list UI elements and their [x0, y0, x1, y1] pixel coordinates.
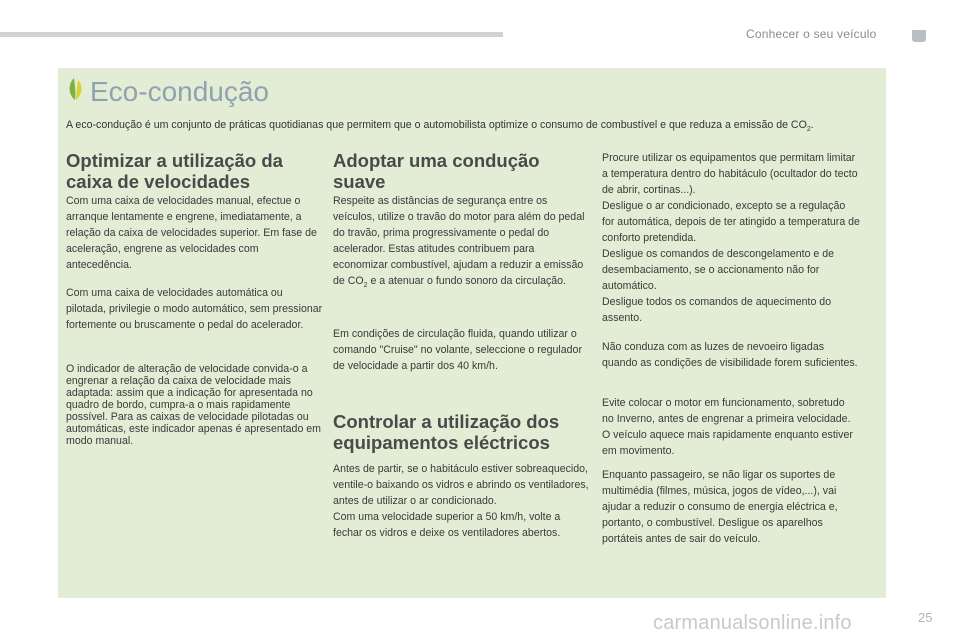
- paragraph-gear-indicator: O indicador de alteração de velocidade convida-o a engrenar a relação da caixa de velocidade mais adaptada: assim que a indicação for apresentada no quadro de bordo, cumpra-a o mais rapidamente possível. Para as caixas de velocidade pilotadas ou automáticas, este indicador apenas é apresentado em modo manual.: [66, 363, 322, 447]
- paragraph-fog-lights: Não conduza com as luzes de nevoeiro ligadas quando as condições de visibilidade forem suficientes.: [602, 341, 858, 369]
- heading-electrical-equipment: Controlar a utilização dos equipamentos eléctricos: [333, 411, 560, 453]
- page-number: 25: [918, 610, 933, 625]
- paragraph-automatic-gearbox: Com uma caixa de velocidades automática ou pilotada, privilegie o modo automático, sem pressionar fortemente ou bruscamente o pedal do acelerador.: [66, 287, 323, 331]
- page-tab-marker: [912, 30, 926, 42]
- paragraph-engine-warmup: Evite colocar o motor em funcionamento, sobretudo no Inverno, antes de engrenar a primeira velocidade. O veículo aquece mais rapidamente enquanto estiver em movimento.: [602, 397, 853, 457]
- paragraph-equipment-use: Procure utilizar os equipamentos que permitam limitar a temperatura dentro do habitáculo (ocultador do tecto de abrir, cortinas...). Desligue o ar condicionado, excepto se a regulação for automática, depois de ter atingido a temperatura de conforto pretendida. Desligue os comandos de descongelamento e de desembaciamento, se o accionamento não for automático. Desligue todos os comandos de aquecimento do assento.: [602, 152, 860, 324]
- paragraph-ventilation: Antes de partir, se o habitáculo estiver sobreaquecido, ventile-o baixando os vidros e abrindo os ventiladores, antes de utilizar o ar condicionado. Com uma velocidade superior a 50 km/h, volte a fechar os vidros e deixe os ventiladores abertos.: [333, 463, 589, 539]
- page-title: Eco-condução: [90, 76, 270, 107]
- intro-paragraph: A eco-condução é um conjunto de práticas quotidianas que permitem que o automobilista optimize o consumo de combustível e que reduza a emissão de $CO_2$.: [66, 119, 814, 134]
- paragraph-manual-gearbox: Com uma caixa de velocidades manual, efectue o arranque lentamente e engrene, imediatamente, a relação da caixa de velocidades superior. Em fase de aceleração, engrene as velocidades com antecedência.: [66, 195, 317, 271]
- heading-gearbox: Optimizar a utilização da caixa de velocidades: [66, 150, 283, 192]
- paragraph-cruise-control: Em condições de circulação fluida, quando utilizar o comando "Cruise" no volante, seleccione o regulador de velocidade a partir dos 40 km/h.: [333, 328, 582, 372]
- paragraph-safety-distances: Respeite as distâncias de segurança entre os veículos, utilize o travão do motor para além do pedal do travão, prima progressivamente o pedal do acelerador. Estas atitudes contribuem para economizar combustível, ajudam a reduzir a emissão de $CO_2$ e a atenuar o fundo sonoro da circulação.: [333, 195, 585, 290]
- section-title: Conhecer o seu veículo: [746, 27, 877, 41]
- leaf-icon: [66, 76, 86, 102]
- paragraph-multimedia: Enquanto passageiro, se não ligar os suportes de multimédia (filmes, música, jogos de vídeo,...), vai ajudar a reduzir o consumo de energia eléctrica e, portanto, o combustível. Desligue os aparelhos portáteis antes de sair do veículo.: [602, 469, 838, 545]
- watermark: carmanualsonline.info: [653, 612, 852, 634]
- header-rule: [0, 32, 503, 37]
- heading-smooth-driving: Adoptar uma condução suave: [333, 150, 540, 192]
